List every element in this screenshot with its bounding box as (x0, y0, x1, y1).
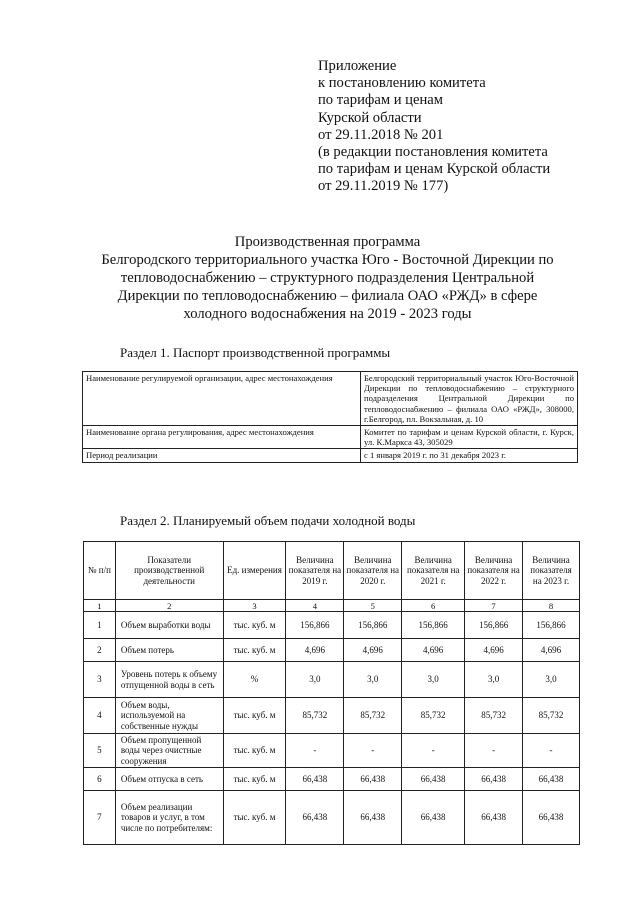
header-cell: Величина показателя на 2023 г. (523, 542, 580, 600)
row-indicator: Объем пропущенной воды через очистные сооружения (115, 734, 223, 768)
row-number: 2 (84, 639, 116, 662)
row-value: 66,438 (402, 768, 465, 791)
row-value: 66,438 (523, 791, 580, 845)
appendix-line: от 29.11.2019 № 177) (318, 178, 449, 195)
row-indicator: Объем воды, используемой на собственные нужды (115, 698, 223, 734)
row-number: 3 (84, 662, 116, 698)
row-value: - (523, 734, 580, 768)
row-value: 66,438 (286, 791, 344, 845)
row-value: 3,0 (402, 662, 465, 698)
column-number: 8 (523, 600, 580, 612)
header-cell: Показатели производственной деятельности (115, 542, 223, 600)
title-line: холодного водоснабжения на 2019 - 2023 годы (183, 306, 472, 322)
row-value: 4,696 (344, 639, 402, 662)
row-value: 3,0 (344, 662, 402, 698)
row-unit: тыс. куб. м (223, 768, 286, 791)
column-number: 3 (223, 600, 286, 612)
passport-label: Наименование органа регулирования, адрес местонахождения (83, 426, 361, 449)
row-unit: тыс. куб. м (223, 612, 286, 639)
header-cell: Величина показателя на 2020 г. (344, 542, 402, 600)
column-number: 4 (286, 600, 344, 612)
plan-header-row (84, 542, 580, 600)
row-value: 85,732 (465, 698, 523, 734)
appendix-line: к постановлению комитета (318, 75, 486, 92)
row-unit: тыс. куб. м (223, 734, 286, 768)
header-cell: Ед. измерения (223, 542, 286, 600)
row-value: - (344, 734, 402, 768)
appendix-block (318, 58, 618, 196)
row-value: 4,696 (523, 639, 580, 662)
row-value: - (286, 734, 344, 768)
row-value: 85,732 (523, 698, 580, 734)
section2-heading: Раздел 2. Планируемый объем подачи холодной воды (120, 513, 416, 528)
header-cell: Величина показателя на 2022 г. (465, 542, 523, 600)
title-line: Белгородского территориального участка Юго - Восточной Дирекции по (101, 252, 554, 268)
row-value: 66,438 (465, 768, 523, 791)
passport-value: Белгородский территориальный участок Юго-Восточной Дирекции по тепловодоснабжению – структурного подразделения Центральной Дирекции по тепловодоснабжению – филиала ОАО «РЖД», 308000, г.Белгород, пл. Вокзальная, д. 10 (361, 372, 578, 426)
row-indicator: Уровень потерь к объему отпущенной воды в сеть (115, 662, 223, 698)
row-value: - (465, 734, 523, 768)
appendix-line: Курской области (318, 109, 422, 126)
column-number: 2 (115, 600, 223, 612)
row-value: 66,438 (344, 768, 402, 791)
row-indicator: Объем выработки воды (115, 612, 223, 639)
row-value: 66,438 (523, 768, 580, 791)
title-line: Дирекции по тепловодоснабжению – филиала ОАО «РЖД» в сфере (117, 288, 538, 304)
row-indicator: Объем отпуска в сеть (115, 768, 223, 791)
header-cell: Величина показателя на 2021 г. (402, 542, 465, 600)
passport-row (83, 426, 578, 449)
appendix-line: Приложение (318, 58, 397, 74)
passport-value: с 1 января 2019 г. по 31 декабря 2023 г. (361, 449, 578, 462)
table-row (84, 768, 580, 791)
table-row (84, 612, 580, 639)
row-number: 1 (84, 612, 116, 639)
table-row (84, 639, 580, 662)
document-title (70, 233, 585, 323)
title-line: Производственная программа (234, 234, 421, 250)
row-value: 85,732 (344, 698, 402, 734)
column-number: 7 (465, 600, 523, 612)
row-number: 6 (84, 768, 116, 791)
row-number: 7 (84, 791, 116, 845)
passport-value: Комитет по тарифам и ценам Курской области, г. Курск, ул. К.Маркса 43, 305029 (361, 426, 578, 449)
row-value: 4,696 (286, 639, 344, 662)
section1-heading: Раздел 1. Паспорт производственной программы (120, 345, 391, 360)
row-value: 66,438 (402, 791, 465, 845)
row-number: 5 (84, 734, 116, 768)
appendix-line: (в редакции постановления комитета (318, 144, 548, 161)
header-cell: Величина показателя на 2019 г. (286, 542, 344, 600)
column-number: 5 (344, 600, 402, 612)
row-value: 85,732 (286, 698, 344, 734)
row-value: 3,0 (286, 662, 344, 698)
passport-label: Наименование регулируемой организации, адрес местонахождения (83, 372, 361, 426)
appendix-line: по тарифам и ценам Курской области (318, 161, 551, 178)
passport-table (82, 371, 578, 463)
column-number: 6 (402, 600, 465, 612)
row-indicator: Объем потерь (115, 639, 223, 662)
row-value: 4,696 (465, 639, 523, 662)
row-value: 3,0 (523, 662, 580, 698)
appendix-line: от 29.11.2018 № 201 (318, 126, 444, 143)
passport-label: Период реализации (83, 449, 361, 462)
row-value: 156,866 (344, 612, 402, 639)
row-unit: тыс. куб. м (223, 698, 286, 734)
row-value: 156,866 (523, 612, 580, 639)
table-row (84, 662, 580, 698)
row-value: - (402, 734, 465, 768)
row-unit: тыс. куб. м (223, 791, 286, 845)
row-unit: тыс. куб. м (223, 639, 286, 662)
title-line: тепловодоснабжению – структурного подразделения Центральной (120, 270, 535, 286)
row-indicator: Объем реализации товаров и услуг, в том числе по потребителям: (115, 791, 223, 845)
row-unit: % (223, 662, 286, 698)
row-value: 66,438 (465, 791, 523, 845)
passport-row (83, 449, 578, 462)
row-value: 85,732 (402, 698, 465, 734)
row-value: 156,866 (465, 612, 523, 639)
row-value: 66,438 (286, 768, 344, 791)
row-value: 4,696 (402, 639, 465, 662)
row-value: 156,866 (402, 612, 465, 639)
table-row (84, 734, 580, 768)
row-number: 4 (84, 698, 116, 734)
passport-row (83, 372, 578, 426)
row-value: 156,866 (286, 612, 344, 639)
appendix-line: по тарифам и ценам (318, 92, 443, 109)
header-cell: № п/п (84, 542, 116, 600)
row-value: 66,438 (344, 791, 402, 845)
plan-table (83, 541, 580, 845)
table-row (84, 698, 580, 734)
plan-column-number-row (84, 600, 580, 612)
column-number: 1 (84, 600, 116, 612)
table-row (84, 791, 580, 845)
row-value: 3,0 (465, 662, 523, 698)
